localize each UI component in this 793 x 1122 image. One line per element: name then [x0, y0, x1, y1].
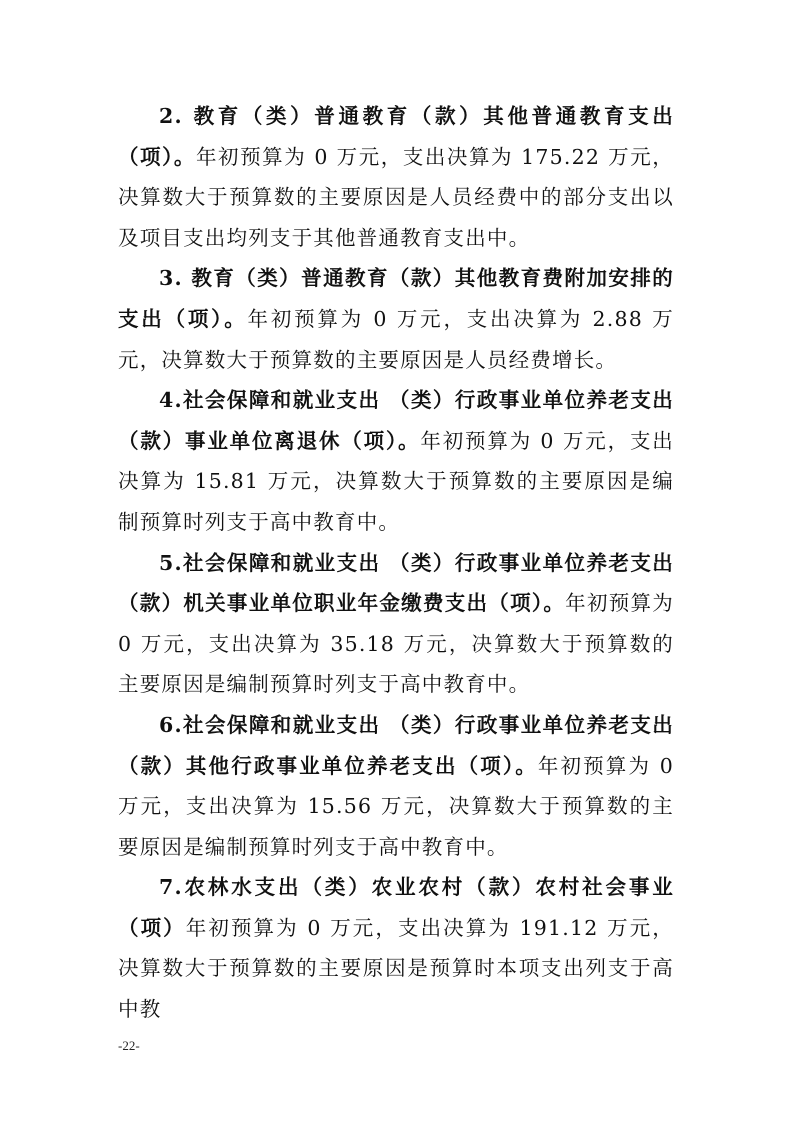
- paragraph-item-2: [118, 96, 674, 258]
- paragraph-item-5: [118, 543, 674, 705]
- paragraph-item-4: [118, 380, 674, 542]
- paragraph-heading: 3. 教育（类）普通教育（款）其他教育费附加安排的支出（项）。: [118, 266, 674, 331]
- paragraph-heading: 4.社会保障和就业支出 （类）行政事业单位养老支出（款）事业单位离退休（项）。: [118, 388, 674, 453]
- paragraph-body: 年初预算为 0 万元，支出决算为 175.22 万元，决算数大于预算数的主要原因是人员经费中的部分支出以及项目支出均列支于其他普通教育支出中。: [118, 144, 674, 250]
- paragraph-body: 年初预算为 0 万元，支出决算为 35.18 万元，决算数大于预算数的主要原因是编制预算时列支于高中教育中。: [118, 591, 674, 697]
- paragraph-item-3: [118, 258, 674, 380]
- paragraph-body: 年初预算为 0 万元，支出决算为 15.81 万元，决算数大于预算数的主要原因是编制预算时列支于高中教育中。: [118, 428, 674, 534]
- paragraph-heading: 6.社会保障和就业支出 （类）行政事业单位养老支出（款）其他行政事业单位养老支出（项）。: [118, 712, 674, 778]
- paragraph-body: 年初预算为 0 万元，支出决算为 191.12 万元，决算数大于预算数的主要原因是预算时本项支出列支于高中教: [118, 915, 674, 1022]
- document-body: [118, 96, 674, 1030]
- paragraph-item-7: [118, 867, 674, 1029]
- paragraph-heading: 7.农林水支出（类）农业农村（款）农村社会事业（项）: [118, 875, 674, 940]
- paragraph-body: 年初预算为 0 万元，支出决算为 15.56 万元，决算数大于预算数的主要原因是编制预算时列支于高中教育中。: [118, 753, 674, 859]
- paragraph-body: 年初预算为 0 万元，支出决算为 2.88 万元，决算数大于预算数的主要原因是人员经费增长。: [118, 306, 674, 372]
- paragraph-heading: 2. 教育（类）普通教育（款）其他普通教育支出（项）。: [118, 104, 674, 169]
- page-number: -22-: [118, 1038, 140, 1053]
- paragraph-item-6: [118, 705, 674, 867]
- paragraph-heading: 5.社会保障和就业支出 （类）行政事业单位养老支出（款）机关事业单位职业年金缴费支出（项）。: [118, 550, 674, 616]
